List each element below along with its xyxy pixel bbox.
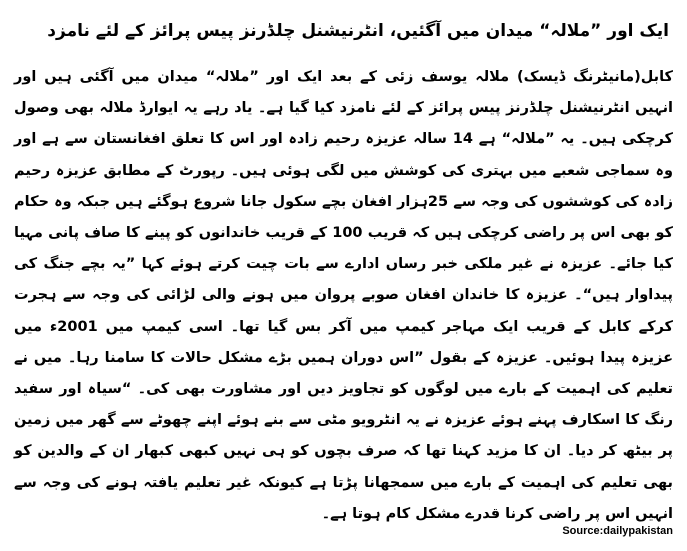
article-paragraph: کابل(مانیٹرنگ ڈیسک) ملالہ یوسف زئی کے بعد ایک اور ”ملالہ“ میدان میں آگئی ہیں اور انہیں انٹرنیشنل چلڈرنز پیس پرائز کے لئے نامزد کیا گیا ہے۔ یاد رہے یہ ایوارڈ ملالہ بھی وصول کرچکی ہیں۔ یہ ”ملالہ“ ہے 14 سالہ عزیزہ رحیم زادہ اور اس کا تعلق افغانستان سے ہے اور وہ سماجی شعبے میں بہتری کی کوشش میں لگی ہوئی ہیں۔ رپورٹ کے مطابق عزیزہ رحیم زادہ کی کوششوں کی وجہ سے 25ہزار افغان بچے سکول جانا شروع ہوگئے ہیں جبکہ وہ حکام کو بھی اس پر راضی کرچکی ہیں کہ قریب 100 کے قریب خاندانوں کو پینے کا صاف پانی مہیا کیا جائے۔ عزیزہ نے غیر ملکی خبر رساں ادارے سے بات چیت کرتے ہوئے کہا ”یہ بچے جنگ کی پیداوار ہیں“۔ عزیزہ کا خاندان افغان صوبے پروان میں ہونے والی لڑائی کی وجہ سے ہجرت کرکے کابل کے قریب ایک مہاجر کیمپ میں آکر بس گیا تھا۔ اسی کیمپ میں 2001ء میں عزیزہ پیدا ہوئیں۔ عزیزہ کے بقول ”اس دوران ہمیں بڑے مشکل حالات کا سامنا رہا۔ میں نے تعلیم کی اہمیت کے بارے میں لوگوں کو تجاویز دیں اور مشاورت بھی کی۔ “سیاہ اور سفید رنگ کا اسکارف پہنے ہوئے عزیزہ نے یہ انٹرویو مٹی سے بنے ہوئے اپنے چھوٹے سے گھر میں زمین پر بیٹھ کر دیا۔ ان کا مزید کہنا تھا کہ صرف بچوں کو ہی نہیں کبھی کبھار ان کے والدین کو بھی تعلیم کی اہمیت کے بارے میں سمجھانا پڑتا ہے کیونکہ غیر تعلیم یافتہ ہونے کی وجہ سے انہیں اس پر راضی کرنا قدرے مشکل کام ہوتا ہے۔: [14, 69, 673, 522]
article-headline: ایک اور ”ملالہ“ میدان میں آگئیں، انٹرنیشنل چلڈرنز پیس پرائز کے لئے نامزد: [47, 21, 669, 41]
article-body: [12, 62, 675, 530]
source-credit: Source:dailypakistan: [562, 525, 673, 537]
